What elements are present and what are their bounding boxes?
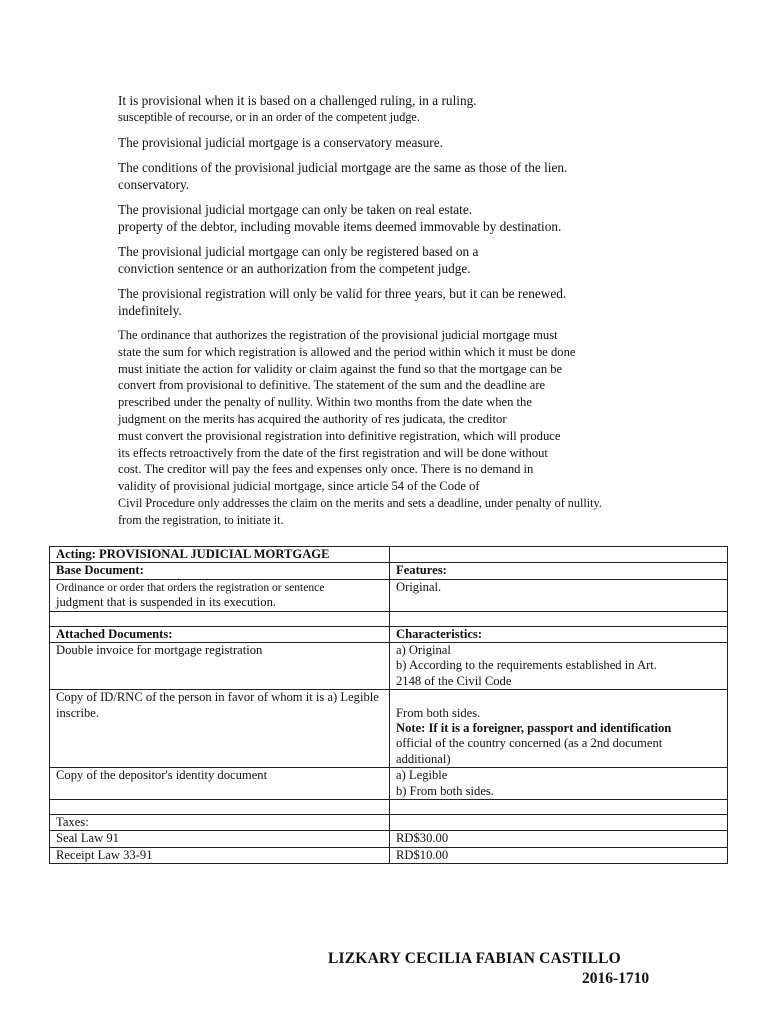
table-row (50, 563, 728, 579)
text-line: The provisional judicial mortgage can only be registered based on a (118, 244, 479, 259)
attached-doc-cell: Copy of the depositor's identity document (50, 768, 390, 800)
table-cell-empty (390, 800, 728, 815)
mortgage-requirements-table (49, 546, 728, 864)
text-line: judgment that is suspended in its execution. (56, 595, 277, 610)
tax-value: RD$10.00 (390, 847, 728, 863)
taxes-label: Taxes: (50, 815, 390, 831)
base-document-cell (50, 579, 390, 611)
text-line: It is provisional when it is based on a challenged ruling, in a ruling. (118, 93, 477, 108)
text-line: Copy of ID/RNC of the person in favor of whom it is a) Legible (56, 690, 379, 705)
characteristics-cell (390, 690, 728, 768)
base-document-header: Base Document: (50, 563, 390, 579)
text-line: inscribe. (56, 705, 100, 720)
text-line: Civil Procedure only addresses the claim on the merits and sets a deadline, under penalty of nullity. (118, 495, 602, 510)
text-line: The provisional judicial mortgage is a conservatory measure. (118, 135, 443, 150)
text-line: conviction sentence or an authorization from the competent judge. (118, 261, 471, 276)
text-line: must initiate the action for validity or claim against the fund so that the mortgage can be (118, 361, 563, 376)
tax-value: RD$30.00 (390, 831, 728, 847)
table-cell-empty (390, 547, 728, 563)
text-line: a) Legible (396, 768, 448, 783)
paragraph (118, 134, 678, 151)
paragraph (118, 159, 678, 193)
text-line: convert from provisional to definitive. The statement of the sum and the deadline are (118, 378, 546, 393)
paragraph (118, 243, 678, 277)
table-row (50, 831, 728, 847)
acting-title: Acting: PROVISIONAL JUDICIAL MORTGAGE (50, 547, 390, 563)
table-row (50, 690, 728, 768)
text-line: state the sum for which registration is allowed and the period within which it must be done (118, 344, 576, 359)
characteristics-cell (390, 768, 728, 800)
text-line-spacer (396, 690, 721, 705)
table-row-blank (50, 800, 728, 815)
text-line: susceptible of recourse, or in an order of the competent judge. (118, 110, 420, 124)
table-row (50, 626, 728, 642)
table-cell-empty (390, 611, 728, 626)
characteristics-cell (390, 643, 728, 690)
table-row (50, 847, 728, 863)
tax-name: Receipt Law 33-91 (50, 847, 390, 863)
text-line: conservatory. (118, 177, 190, 192)
table-row (50, 815, 728, 831)
text-line: The provisional judicial mortgage can only be taken on real estate. (118, 202, 473, 217)
paragraph (118, 285, 678, 319)
paragraph (118, 327, 678, 529)
characteristics-header: Characteristics: (390, 626, 728, 642)
text-line: a) Original (396, 643, 451, 658)
text-line: b) From both sides. (396, 783, 494, 798)
features-value: Original. (390, 579, 728, 611)
text-line: indefinitely. (118, 303, 182, 318)
tax-name: Seal Law 91 (50, 831, 390, 847)
author-name: LIZKARY CECILIA FABIAN CASTILLO (328, 950, 621, 967)
text-line: 2148 of the Civil Code (396, 673, 512, 688)
table-row (50, 579, 728, 611)
text-line: prescribed under the penalty of nullity. Within two months from the date when the (118, 395, 532, 410)
author-id: 2016-1710 (582, 970, 650, 987)
text-line: The ordinance that authorizes the registration of the provisional judicial mortgage must (118, 328, 558, 342)
text-line: its effects retroactively from the date of the first registration and will be done without (118, 445, 548, 460)
note-text: Note: If it is a foreigner, passport and identification (396, 721, 672, 736)
text-line: property of the debtor, including movable items deemed immovable by destination. (118, 219, 562, 234)
paragraph (118, 201, 678, 235)
attached-doc-cell: Double invoice for mortgage registration (50, 643, 390, 690)
table-cell-empty (50, 611, 390, 626)
text-line: The conditions of the provisional judicial mortgage are the same as those of the lien. (118, 160, 568, 175)
text-line: The provisional registration will only be valid for three years, but it can be renewed. (118, 286, 567, 301)
text-line: from the registration, to initiate it. (118, 512, 284, 527)
text-line: b) According to the requirements established in Art. (396, 658, 657, 673)
table-row-blank (50, 611, 728, 626)
text-line: From both sides. (396, 705, 481, 720)
table-row (50, 768, 728, 800)
text-line: cost. The creditor will pay the fees and expenses only once. There is no demand in (118, 462, 534, 477)
table-row (50, 643, 728, 690)
text-line: validity of provisional judicial mortgage, since article 54 of the Code of (118, 479, 480, 494)
text-line: must convert the provisional registration into definitive registration, which will produce (118, 428, 561, 443)
table-cell-empty (50, 800, 390, 815)
text-line: official of the country concerned (as a 2nd document (396, 736, 663, 751)
attached-documents-header: Attached Documents: (50, 626, 390, 642)
table-cell-empty (390, 815, 728, 831)
paragraph (118, 92, 678, 126)
text-line: judgment on the merits has acquired the authority of res judicata, the creditor (118, 411, 507, 426)
text-line: Ordinance or order that orders the registration or sentence (56, 580, 325, 594)
attached-doc-cell (50, 690, 390, 768)
features-header: Features: (390, 563, 728, 579)
table-row (50, 547, 728, 563)
body-text (118, 92, 678, 537)
text-line: additional) (396, 751, 451, 766)
